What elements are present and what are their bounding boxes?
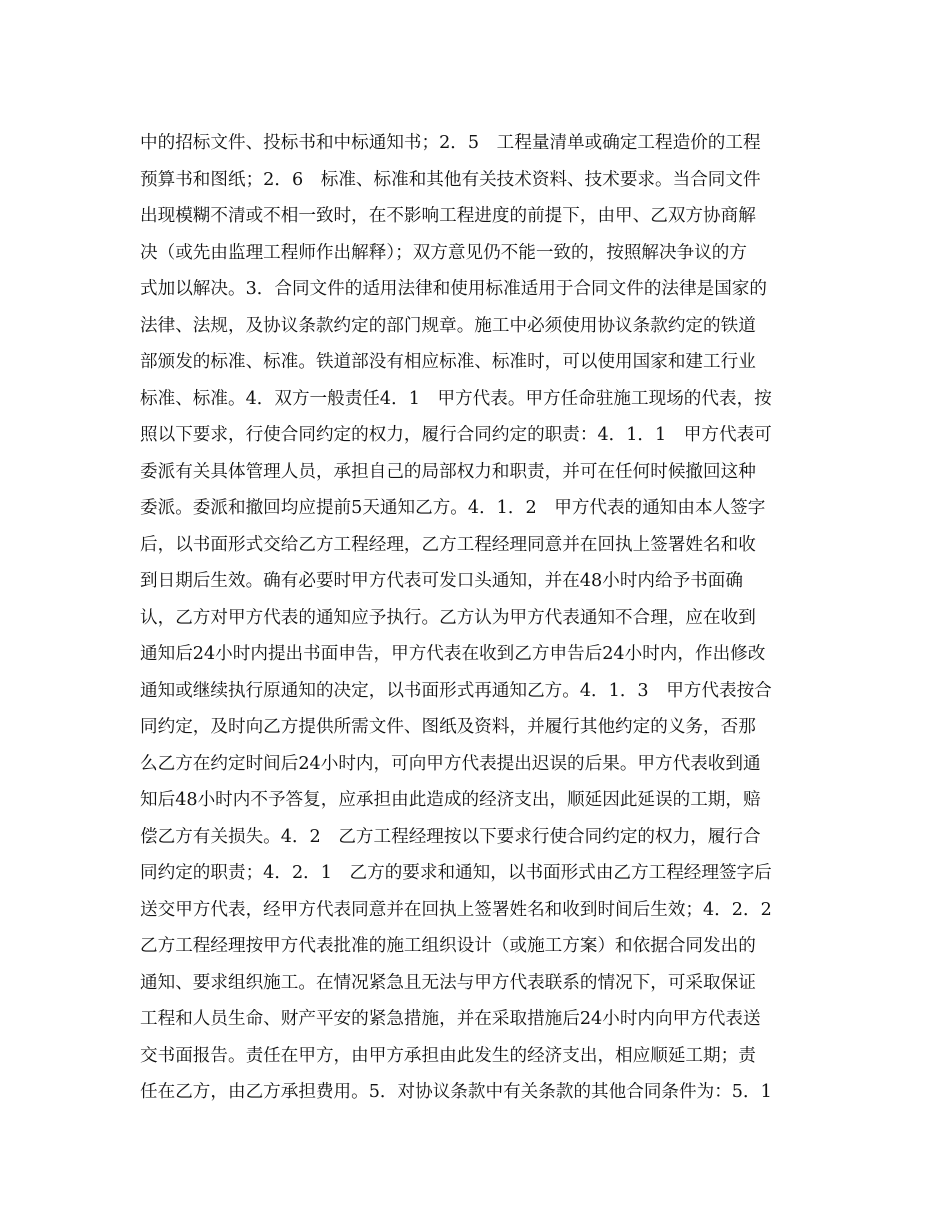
text-line-9: 照以下要求，行使合同约定的权力，履行合同约定的职责：4．1．1 甲方代表可 <box>140 425 772 445</box>
text-line-24: 通知、要求组织施工。在情况紧急且无法与甲方代表联系的情况下，可采取保证 <box>140 972 756 993</box>
text-line-27: 任在乙方，由乙方承担费用。5．对协议条款中有关条款的其他合同条件为：5．1 <box>140 1082 772 1102</box>
text-line-23: 乙方工程经理按甲方代表批准的施工组织设计（或施工方案）和依据合同发出的 <box>140 936 756 956</box>
text-line-26: 交书面报告。责任在甲方，由甲方承担由此发生的经济支出，相应顺延工期；责 <box>140 1045 756 1066</box>
text-line-12: 后，以书面形式交给乙方工程经理，乙方工程经理同意并在回执上签署姓名和收 <box>140 534 756 555</box>
text-line-18: 么乙方在约定时间后24小时内，可向甲方代表提出迟误的后果。甲方代表收到通 <box>140 753 761 774</box>
text-line-3: 出现模糊不清或不相一致时，在不影响工程进度的前提下，由甲、乙双方协商解 <box>140 206 756 226</box>
text-line-2: 预算书和图纸；2．6 标准、标准和其他有关技术资料、技术要求。当合同文件 <box>140 169 761 190</box>
text-line-5: 式加以解决。3．合同文件的适用法律和使用标准适用于合同文件的法律是国家的 <box>140 279 767 299</box>
text-line-22: 送交甲方代表，经甲方代表同意并在回执上签署姓名和收到时间后生效；4．2．2 <box>140 899 772 920</box>
text-line-17: 同约定，及时向乙方提供所需文件、图纸及资料，并履行其他约定的义务，否那 <box>140 717 756 737</box>
text-line-1: 中的招标文件、投标书和中标通知书；2．5 工程量清单或确定工程造价的工程 <box>140 133 761 153</box>
contract-body-text <box>140 125 830 1111</box>
text-line-11: 委派。委派和撤回均应提前5天通知乙方。4．1．2 甲方代表的通知由本人签字 <box>140 498 766 518</box>
text-line-10: 委派有关具体管理人员，承担自己的局部权力和职责，并可在任何时候撤回这种 <box>140 461 756 482</box>
text-line-20: 偿乙方有关损失。4．2 乙方工程经理按以下要求行使合同约定的权力，履行合 <box>140 826 761 847</box>
text-line-13: 到日期后生效。确有必要时甲方代表可发口头通知，并在48小时内给予书面确 <box>140 571 743 591</box>
text-line-8: 标准、标准。4．双方一般责任4．1 甲方代表。甲方任命驻施工现场的代表，按 <box>140 388 772 409</box>
text-line-4: 决（或先由监理工程师作出解释）；双方意见仍不能一致的，按照解决争议的方 <box>140 242 747 263</box>
text-line-25: 工程和人员生命、财产平安的紧急措施，并在采取措施后24小时内向甲方代表送 <box>140 1009 761 1029</box>
text-line-19: 知后48小时内不予答复，应承担由此造成的经济支出，顺延因此延误的工期，赔 <box>140 790 761 810</box>
text-line-16: 通知或继续执行原通知的决定，以书面形式再通知乙方。4．1．3 甲方代表按合 <box>140 680 772 701</box>
text-line-21: 同约定的职责；4．2．1 乙方的要求和通知，以书面形式由乙方工程经理签字后 <box>140 863 772 883</box>
text-line-6: 法律、法规，及协议条款约定的部门规章。施工中必须使用协议条款约定的铁道 <box>140 315 756 336</box>
text-line-7: 部颁发的标准、标准。铁道部没有相应标准、标准时，可以使用国家和建工行业 <box>140 352 756 372</box>
text-line-15: 通知后24小时内提出书面申告，甲方代表在收到乙方申告后24小时内，作出修改 <box>140 644 766 664</box>
text-line-14: 认，乙方对甲方代表的通知应予执行。乙方认为甲方代表通知不合理，应在收到 <box>140 607 756 628</box>
